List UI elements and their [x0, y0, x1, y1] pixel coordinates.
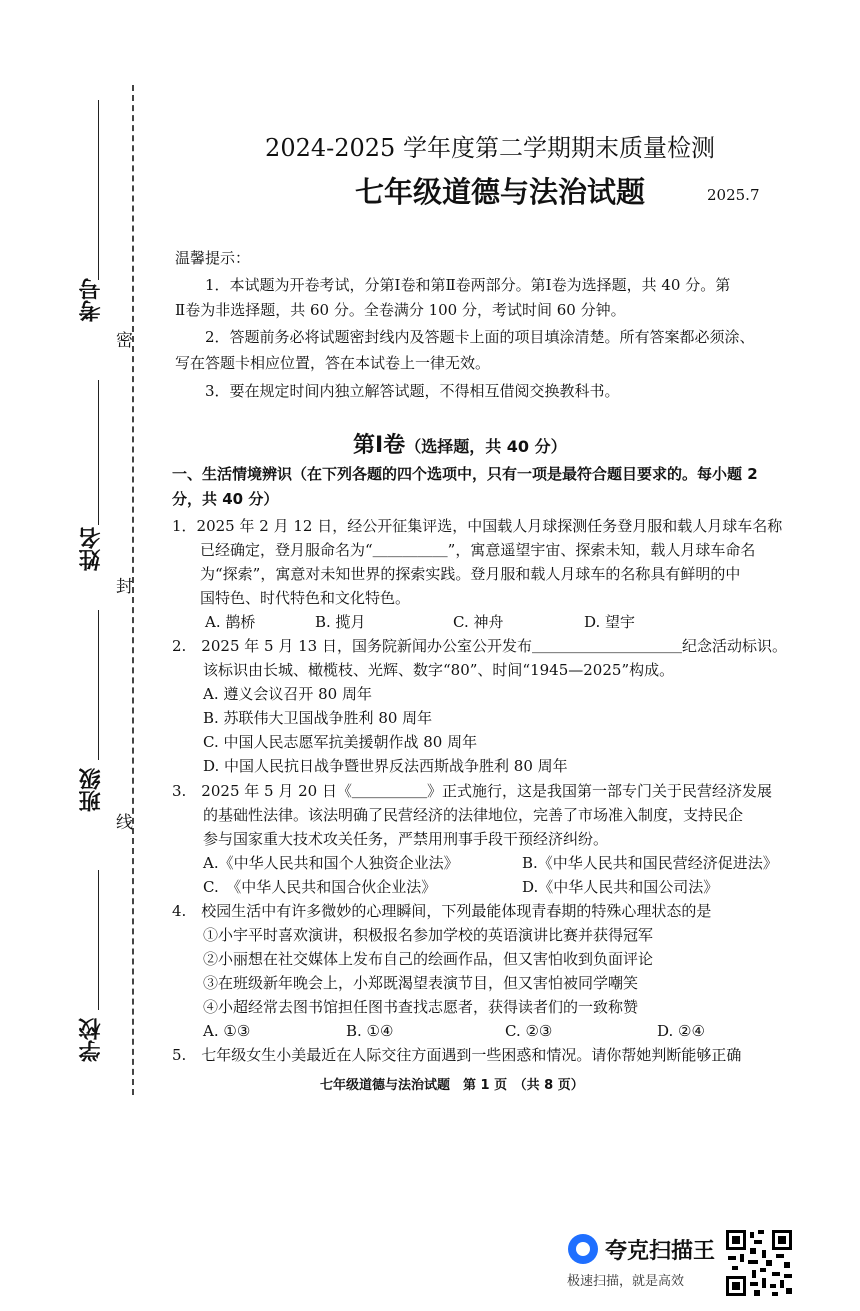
subject-title: 七年级道德与法治试题 [355, 175, 646, 209]
q1-line: 已经确定，登月服命名为“＿＿＿＿＿”，寓意遥望宇宙、探索未知，载人月球车命名 [200, 541, 756, 559]
q3-option-b: B.《中华人民共和国民营经济促进法》 [522, 854, 778, 872]
seal-char-mi: 密 [116, 331, 133, 351]
q1-option-b: B. 揽月 [315, 613, 366, 631]
q4-option-d: D. ②④ [657, 1022, 705, 1040]
q2-line: 该标识由长城、橄榄枝、光辉、数字“80”、时间“1945—2025”构成。 [203, 661, 675, 679]
seal-char-feng: 封 [116, 577, 133, 597]
q4-statement: ②小丽想在社交媒体上发布自己的绘画作品，但又害怕收到负面评论 [203, 950, 654, 968]
tips-line: Ⅱ卷为非选择题，共 60 分。全卷满分 100 分，考试时间 60 分钟。 [175, 301, 626, 319]
tips-line: 写在答题卡相应位置，答在本试卷上一律无效。 [175, 354, 491, 372]
page-footer: 七年级道德与法治试题 第 1 页 （共 8 页） [320, 1078, 584, 1093]
brand-logo-icon [568, 1234, 598, 1264]
q1-line: 国特色、时代特色和文化特色。 [200, 589, 411, 607]
section-title [353, 428, 567, 459]
q4-statement: ③在班级新年晚会上，小郑既渴望表演节目，但又害怕被同学嘲笑 [203, 974, 639, 992]
q3-option-c: C. 《中华人民共和国合伙企业法》 [203, 878, 437, 896]
q4-line: 4. 校园生活中有许多微妙的心理瞬间，下列最能体现青春期的特殊心理状态的是 [172, 902, 712, 920]
q1-line: 1．2025 年 2 月 12 日，经公开征集评选，中国载人月球探测任务登月服和载人月球车名称 [172, 517, 783, 535]
q3-line: 的基础性法律。该法明确了民营经济的法律地位，完善了市场准入制度，支持民企 [203, 806, 744, 824]
q4-option-c: C. ②③ [505, 1022, 553, 1040]
part-heading: 一、生活情境辨识（在下列各题的四个选项中，只有一项是最符合题目要求的。每小题 2 [172, 465, 758, 483]
q4-statement: ①小宇平时喜欢演讲，积极报名参加学校的英语演讲比赛并获得冠军 [203, 926, 654, 944]
q5-line: 5. 七年级女生小美最近在人际交往方面遇到一些困惑和情况。请你帮她判断能够正确 [172, 1046, 742, 1064]
q3-line: 参与国家重大技术攻关任务，严禁用刑事手段干预经济纠纷。 [203, 830, 609, 848]
exam-date: 2025.7 [707, 186, 760, 204]
tips-line: 2．答题前务必将试题密封线内及答题卡上面的项目填涂清楚。所有答案都必须涂、 [205, 328, 755, 346]
exam-number-label: 考号 [79, 278, 104, 322]
name-label: 姓名 [79, 527, 104, 571]
q2-line: 2. 2025 年 5 月 13 日，国务院新闻办公室公开发布＿＿＿＿＿＿＿＿＿＿纪念活动标识。 [172, 637, 787, 655]
school-label: 学校 [79, 1018, 104, 1062]
tips-line: 1．本试题为开卷考试，分第Ⅰ卷和第Ⅱ卷两部分。第Ⅰ卷为选择题，共 40 分。第 [205, 276, 731, 294]
school-blank [98, 870, 99, 1010]
q2-option-d: D. 中国人民抗日战争暨世界反法西斯战争胜利 80 周年 [203, 757, 568, 775]
q4-option-b: B. ①④ [346, 1022, 394, 1040]
section-title-main: 第Ⅰ卷 [353, 433, 406, 458]
brand-slogan: 极速扫描，就是高效 [567, 1274, 685, 1289]
section-subtitle: （选择题，共 40 分） [405, 437, 567, 456]
exam-title: 2024-2025 学年度第二学期期末质量检测 [265, 134, 715, 162]
q2-option-c: C. 中国人民志愿军抗美援朝作战 80 周年 [203, 733, 478, 751]
q1-option-a: A. 鹊桥 [205, 613, 256, 631]
brand-name: 夸克扫描王 [605, 1239, 716, 1264]
q1-line: 为“探索”，寓意对未知世界的探索实践。登月服和载人月球车的名称具有鲜明的中 [200, 565, 741, 583]
seal-char-xian: 线 [116, 813, 133, 833]
q1-option-d: D. 望宇 [584, 613, 636, 631]
q4-statement: ④小超经常去图书馆担任图书查找志愿者，获得读者们的一致称赞 [203, 998, 639, 1016]
q2-option-b: B. 苏联伟大卫国战争胜利 80 周年 [203, 709, 433, 727]
name-blank [98, 380, 99, 525]
q3-option-d: D.《中华人民共和国公司法》 [522, 878, 719, 896]
part-heading-cont: 分，共 40 分） [172, 490, 279, 508]
scanner-brand [565, 1228, 715, 1288]
class-label: 班级 [79, 768, 104, 812]
tips-line: 3．要在规定时间内独立解答试题，不得相互借阅交换教科书。 [205, 382, 620, 400]
tips-heading: 温馨提示： [175, 249, 251, 267]
q1-option-c: C. 神舟 [453, 613, 504, 631]
q2-option-a: A. 遵义会议召开 80 周年 [203, 685, 372, 703]
class-blank [98, 610, 99, 760]
q3-line: 3. 2025 年 5 月 20 日《＿＿＿＿＿》正式施行，这是我国第一部专门关于民营经济发展 [172, 782, 772, 800]
q4-option-a: A. ①③ [203, 1022, 251, 1040]
exam-number-blank [98, 100, 99, 280]
qr-code-icon [726, 1230, 792, 1296]
q3-option-a: A.《中华人民共和国个人独资企业法》 [203, 854, 459, 872]
